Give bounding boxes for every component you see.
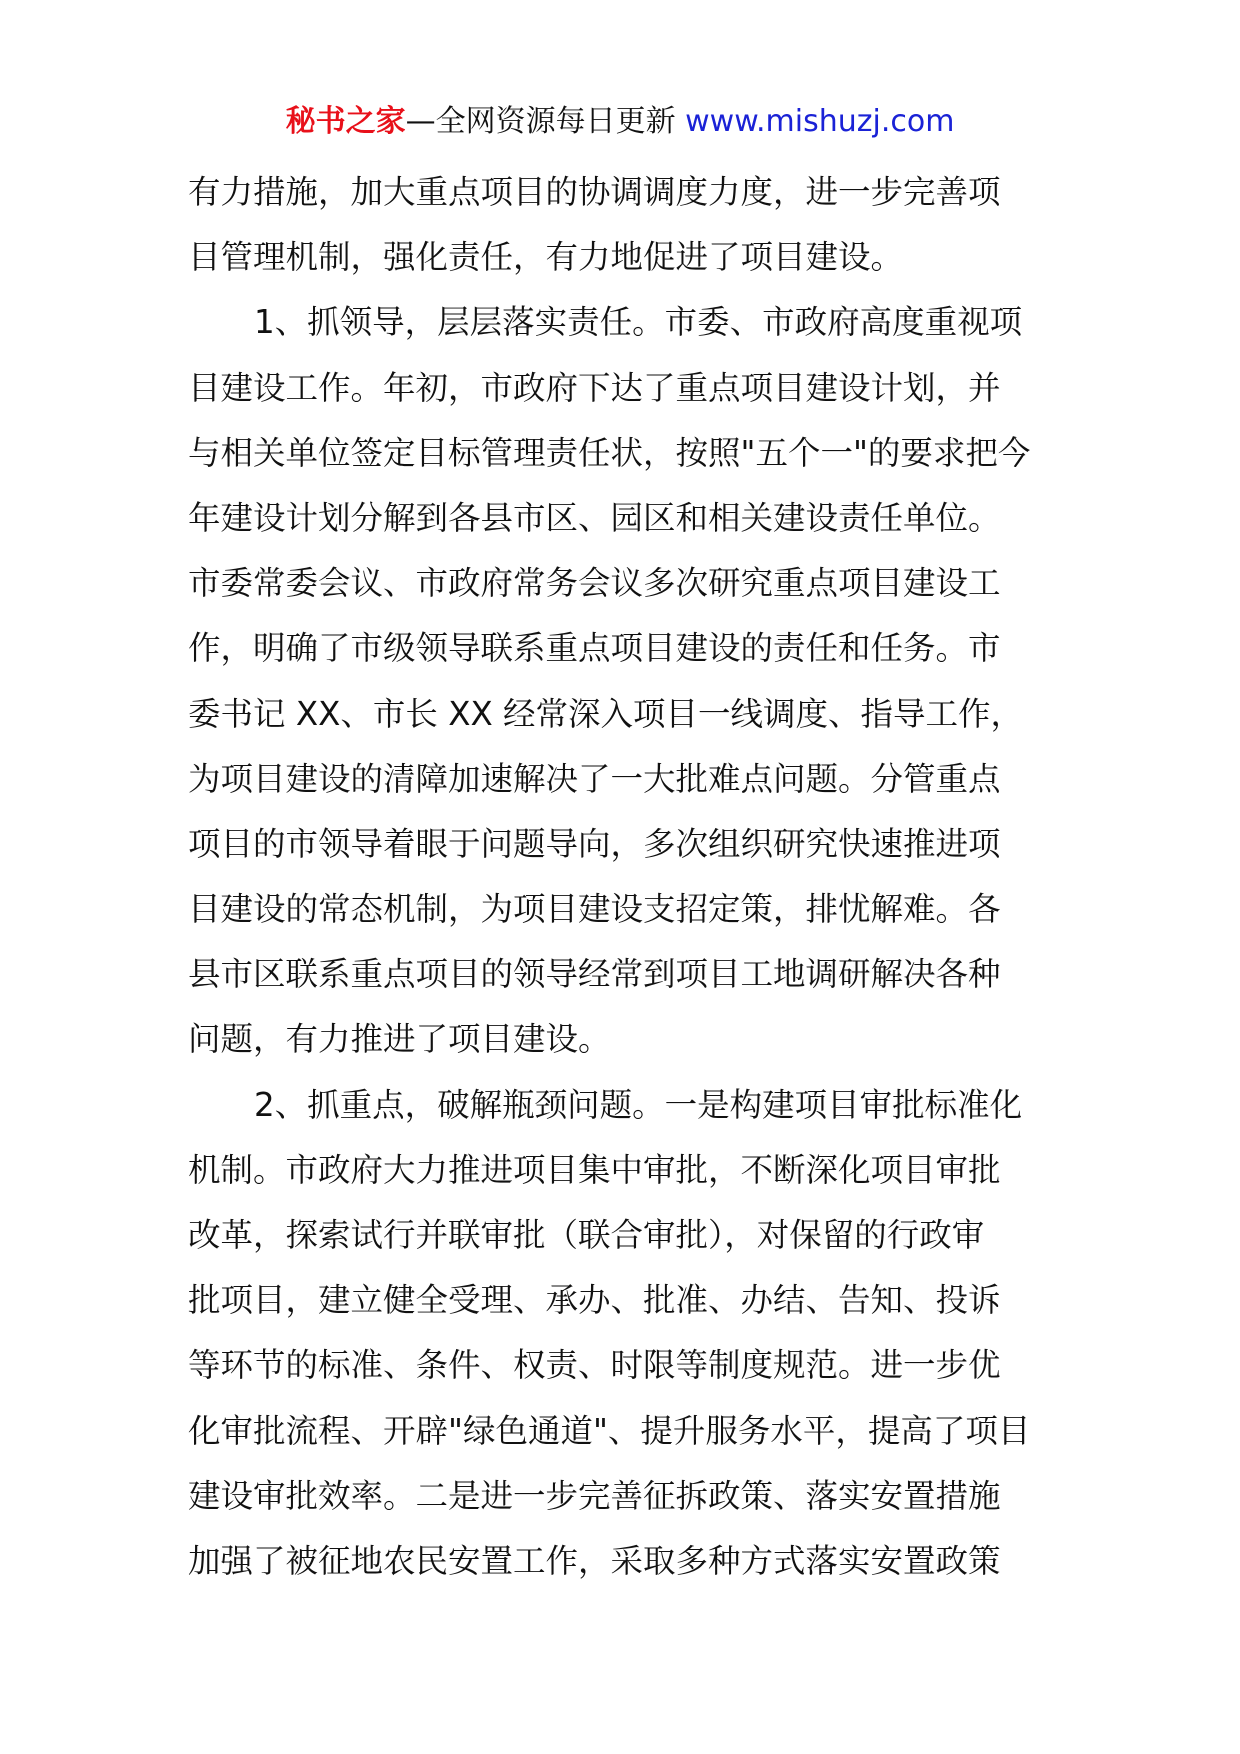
text-line: 1、抓领导，层层落实责任。市委、市政府高度重视项 — [254, 303, 1023, 342]
text-line: 县市区联系重点项目的领导经常到项目工地调研解决各种 — [188, 955, 1001, 994]
text-line: 项目的市领导着眼于问题导向，多次组织研究快速推进项 — [188, 824, 1001, 863]
text-line: 有力措施，加大重点项目的协调调度力度，进一步完善项 — [188, 173, 1001, 211]
site-brand: 秘书之家 — [285, 104, 406, 139]
text-line: 目建设的常态机制，为项目建设支招定策，排忧解难。各 — [188, 890, 1001, 929]
text-line: 为项目建设的清障加速解决了一大批难点问题。分管重点 — [188, 759, 1001, 798]
text-line: 问题，有力推进了项目建设。 — [188, 1020, 611, 1059]
text-line: 作，明确了市级领导联系重点项目建设的责任和任务。市 — [188, 629, 1001, 668]
text-line: 市委常委会议、市政府常务会议多次研究重点项目建设工 — [188, 564, 1001, 603]
text-line: 机制。市政府大力推进项目集中审批，不断深化项目审批 — [188, 1150, 1001, 1189]
site-header — [0, 100, 1240, 144]
text-line: 委书记 XX、市长 XX 经常深入项目一线调度、指导工作， — [188, 694, 1024, 733]
text-line: 与相关单位签定目标管理责任状，按照"五个一"的要求把今 — [188, 433, 1031, 472]
text-line: 化审批流程、开辟"绿色通道"、提升服务水平，提高了项目 — [188, 1411, 1031, 1450]
document-body — [188, 160, 1058, 1594]
text-line: 年建设计划分解到各县市区、园区和相关建设责任单位。 — [188, 498, 1001, 537]
text-line: 改革，探索试行并联审批（联合审批），对保留的行政审 — [188, 1216, 985, 1254]
text-line: 批项目，建立健全受理、承办、批准、办结、告知、投诉 — [188, 1281, 1001, 1320]
site-tagline: —全网资源每日更新 — [405, 104, 676, 139]
text-line: 目建设工作。年初，市政府下达了重点项目建设计划，并 — [188, 368, 1001, 407]
text-line: 加强了被征地农民安置工作，采取多种方式落实安置政策 — [188, 1541, 1001, 1580]
site-url-link[interactable]: www.mishuzj.com — [685, 104, 955, 139]
text-line: 2、抓重点，破解瓶颈问题。一是构建项目审批标准化 — [254, 1085, 1023, 1124]
text-line: 建设审批效率。二是进一步完善征拆政策、落实安置措施 — [188, 1476, 1001, 1515]
text-line: 等环节的标准、条件、权责、时限等制度规范。进一步优 — [188, 1346, 1001, 1385]
text-line: 目管理机制，强化责任，有力地促进了项目建设。 — [188, 238, 904, 277]
